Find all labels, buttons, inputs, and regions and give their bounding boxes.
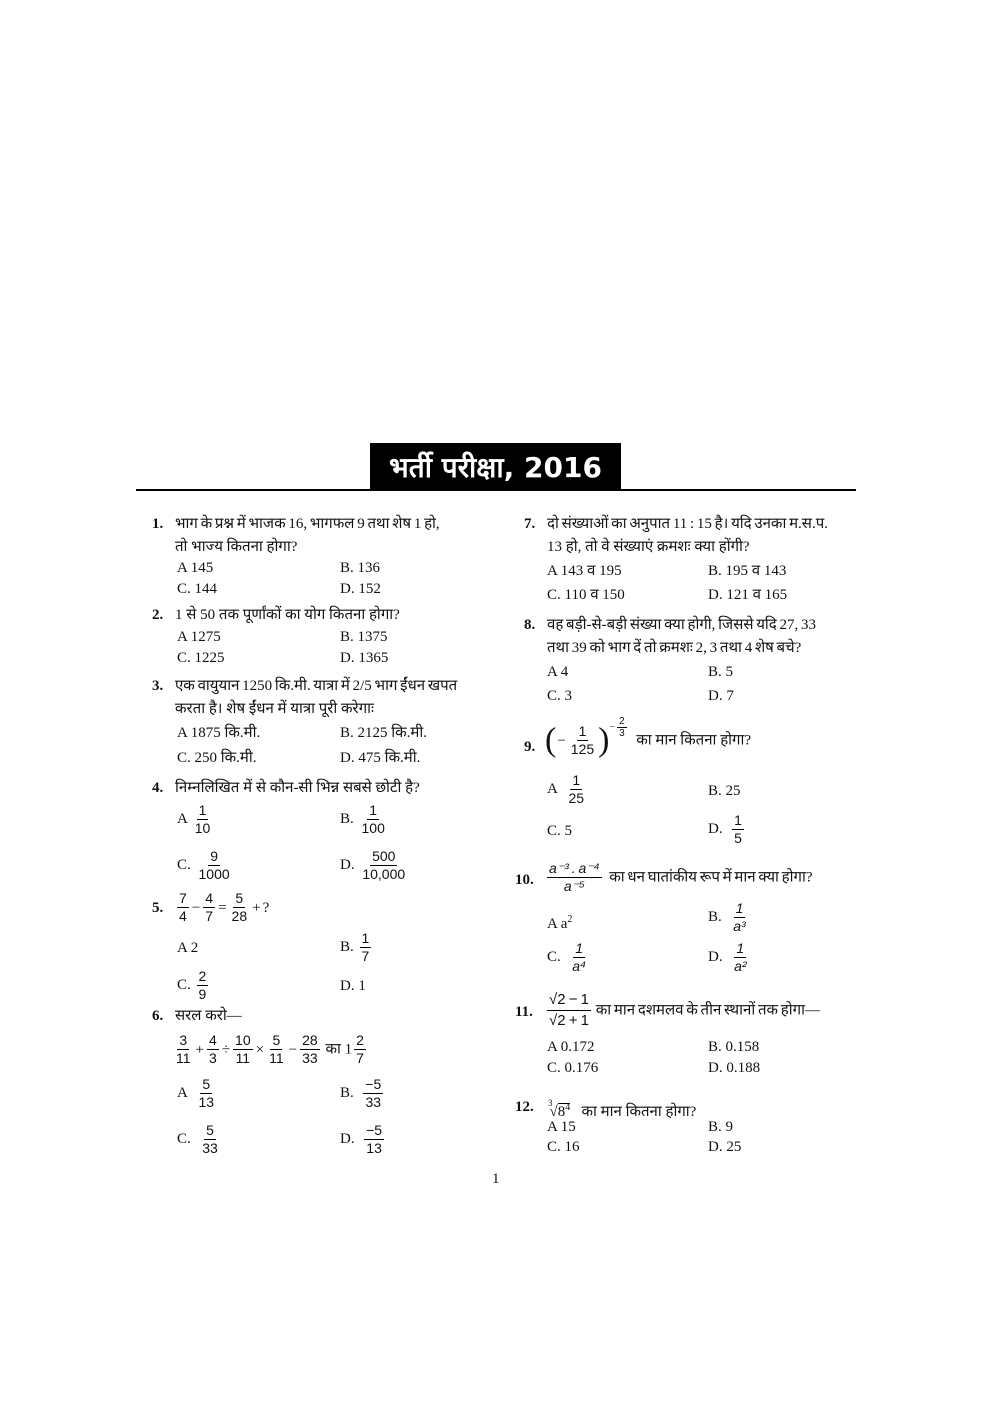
option-d: D. 1365 <box>340 650 389 666</box>
denominator: 28 <box>231 908 248 924</box>
denominator: 7 <box>205 908 214 924</box>
fraction <box>547 860 602 895</box>
option-b: B. 0.158 <box>708 1039 760 1055</box>
operator: + <box>252 899 261 916</box>
fraction <box>360 930 372 965</box>
question-text: निम्नलिखित में से कौन-सी भिन्न सबसे छोटी है? <box>175 780 420 796</box>
fraction <box>354 1032 366 1067</box>
option-d <box>708 940 751 975</box>
denominator: 125 <box>570 741 595 758</box>
option-label: D. <box>340 1130 355 1147</box>
denominator: 33 <box>202 1140 218 1156</box>
question-text: का मान कितना होगा? <box>581 1104 697 1120</box>
base: 8 <box>557 1104 566 1120</box>
numerator: 2 <box>356 1032 364 1048</box>
question-number: 9. <box>524 739 536 755</box>
numerator: 1 <box>572 772 581 788</box>
page-number: 1 <box>492 1171 500 1187</box>
open-paren: ( <box>545 721 557 759</box>
numerator: 1 <box>736 940 745 956</box>
option-label: A <box>177 810 188 827</box>
operator: = <box>218 899 227 916</box>
numerator: 1 <box>735 900 744 916</box>
fraction <box>617 716 627 739</box>
option-label: C. <box>177 856 191 873</box>
fraction <box>200 1122 220 1157</box>
option-a <box>547 910 572 934</box>
root-index: 3 <box>548 1098 553 1108</box>
numerator: 4 <box>205 890 214 906</box>
fraction <box>363 1076 383 1111</box>
operator: ÷ <box>221 1041 231 1058</box>
fraction <box>360 802 387 837</box>
fraction <box>197 1076 217 1111</box>
option-label: C. <box>177 976 191 993</box>
option-label: D. <box>340 856 355 873</box>
option-b: B. 9 <box>708 1119 734 1135</box>
numerator: 28 <box>302 1032 318 1048</box>
option-c <box>177 848 234 883</box>
numerator: 5 <box>235 890 244 906</box>
fraction <box>203 890 215 925</box>
equation <box>175 890 270 925</box>
fraction <box>174 1032 193 1067</box>
option-a: A 145 <box>177 560 214 576</box>
option-c: C. 3 <box>547 688 573 704</box>
option-a: A 2 <box>177 940 199 956</box>
option-c: C. 1225 <box>177 650 225 666</box>
option-label: A a <box>547 916 568 932</box>
denominator: 10 <box>194 820 211 836</box>
option-a <box>547 772 588 807</box>
denominator: a³ <box>733 918 746 934</box>
denominator: 1000 <box>198 866 230 882</box>
option-label: A <box>177 1084 188 1101</box>
option-d <box>340 848 409 883</box>
operator: − <box>557 732 566 749</box>
option-label: B. <box>708 908 722 925</box>
option-label: A <box>547 780 558 797</box>
question-text: वह बड़ी-से-बड़ी संख्या क्या होगी, जिससे यदि 27, 33 <box>547 617 817 633</box>
exponent: 2 <box>567 914 573 925</box>
question-text: तो भाज्य कितना होगा? <box>175 539 298 555</box>
denominator: 11 <box>176 1050 191 1066</box>
question-text: का धन घातांकीय रूप में मान क्या होगा? <box>609 869 813 886</box>
numerator: 9 <box>210 848 218 864</box>
expression <box>545 716 752 759</box>
question-text: तथा 39 को भाग दें तो क्रमशः 2, 3 तथा 4 शेष बचे? <box>547 640 802 656</box>
fraction <box>360 848 407 883</box>
option-c <box>177 1122 222 1157</box>
fraction <box>570 940 588 975</box>
option-label: D. <box>708 948 723 965</box>
numerator: 4 <box>209 1032 217 1048</box>
cube-root-icon: √ <box>549 1104 558 1120</box>
expression <box>172 1032 368 1067</box>
question-text: 1 से 50 तक पूर्णांकों का योग कितना होगा? <box>175 607 400 623</box>
question-text: का मान दशमलव के तीन स्थानों तक होगा— <box>595 1002 820 1019</box>
numerator: 1 <box>734 812 742 828</box>
question-text: का मान कितना होगा? <box>636 732 752 749</box>
question-number: 5. <box>152 900 164 916</box>
numerator: 5 <box>202 1076 211 1092</box>
fraction <box>197 968 209 1003</box>
question-number: 2. <box>152 607 164 623</box>
question-number: 6. <box>152 1008 164 1024</box>
denominator: 13 <box>198 1094 215 1110</box>
fraction <box>197 848 232 883</box>
question-number: 7. <box>524 516 536 532</box>
option-b <box>340 930 373 965</box>
expression <box>545 990 820 1031</box>
question-number: 8. <box>524 617 536 633</box>
denominator: a² <box>734 958 747 974</box>
option-b <box>708 900 750 935</box>
question-number: 4. <box>152 780 164 796</box>
option-c: C. 144 <box>177 581 218 597</box>
exponent: − 2 3 <box>609 716 625 740</box>
option-b: B. 2125 कि.मी. <box>340 725 428 741</box>
option-b: B. 1375 <box>340 629 388 645</box>
fraction <box>193 802 213 837</box>
option-label: D. <box>708 820 723 837</box>
numerator: −5 <box>365 1076 382 1092</box>
question-text: 13 हो, तो वे संख्याएं क्रमशः क्या होंगी? <box>547 539 750 555</box>
numerator: 2 <box>198 968 207 984</box>
option-c: C. 5 <box>547 823 573 839</box>
option-c: C. 16 <box>547 1139 580 1155</box>
numerator: 1 <box>578 723 587 740</box>
title-rule <box>136 489 856 491</box>
numerator: 1 <box>361 930 370 946</box>
option-c: C. 0.176 <box>547 1060 599 1076</box>
numerator: 2 <box>619 716 625 728</box>
denominator: 3 <box>619 728 625 740</box>
numerator: 10 <box>235 1032 251 1048</box>
option-label: B. <box>340 810 354 827</box>
question-number: 1. <box>152 516 164 532</box>
option-c <box>177 968 210 1003</box>
numerator: 500 <box>372 848 396 864</box>
close-paren: ) <box>598 721 610 759</box>
option-d: D. 0.188 <box>708 1060 761 1076</box>
fraction <box>567 772 587 807</box>
denominator: 11 <box>235 1050 251 1066</box>
denominator: 11 <box>269 1050 284 1066</box>
question-number: 12. <box>515 1099 534 1115</box>
denominator: a⁴ <box>572 958 587 974</box>
operator: − <box>191 899 201 916</box>
fraction <box>300 1032 320 1067</box>
option-d: D. 152 <box>340 581 381 597</box>
denominator: 9 <box>198 986 207 1002</box>
option-a: A 1875 कि.मी. <box>177 725 261 741</box>
question-text: करता है। शेष ईंधन में यात्रा पूरी करेगाः <box>175 701 375 717</box>
option-b: B. 136 <box>340 560 381 576</box>
denominator: 5 <box>734 830 742 846</box>
unknown: ? <box>262 899 270 916</box>
option-label: B. <box>340 1084 354 1101</box>
fraction <box>233 1032 253 1067</box>
numerator: 1 <box>575 940 584 956</box>
numerator: 5 <box>272 1032 281 1048</box>
whole-number: 1 <box>344 1041 353 1058</box>
operator: − <box>288 1041 298 1058</box>
question-number: 11. <box>515 1004 533 1020</box>
denominator: 3 <box>209 1050 217 1066</box>
option-d: D. 1 <box>340 978 366 994</box>
denominator: 33 <box>365 1094 382 1110</box>
option-label: C. <box>177 1130 191 1147</box>
numerator: a⁻³ . a⁻⁴ <box>549 860 600 876</box>
option-a: A 0.172 <box>547 1039 595 1055</box>
fraction <box>547 990 591 1031</box>
question-text: सरल करो— <box>175 1008 242 1024</box>
option-b: B. 195 व 143 <box>708 563 787 579</box>
option-d <box>708 812 746 847</box>
denominator: 7 <box>361 948 370 964</box>
option-a: A 143 व 195 <box>547 563 622 579</box>
option-a <box>177 1076 218 1111</box>
denominator: a⁻⁵ <box>563 878 585 894</box>
fraction <box>207 1032 219 1067</box>
option-label: C. <box>547 948 561 965</box>
option-c: C. 110 व 150 <box>547 587 625 603</box>
fraction <box>364 1122 384 1157</box>
question-text: दो संख्याओं का अनुपात 11 : 15 है। यदि उनका म.स.प. <box>547 516 828 532</box>
denominator: 13 <box>366 1140 382 1156</box>
numerator: 7 <box>179 890 187 906</box>
page-title: भर्ती परीक्षा, 2016 <box>370 443 621 490</box>
option-d: D. 25 <box>708 1139 742 1155</box>
option-c: C. 250 कि.मी. <box>177 750 257 766</box>
fraction <box>732 940 748 975</box>
option-b <box>340 1076 385 1111</box>
option-d <box>340 1122 386 1157</box>
expression <box>545 860 813 895</box>
option-a: A 15 <box>547 1119 576 1135</box>
option-b: B. 25 <box>708 783 741 799</box>
fraction <box>267 1032 286 1067</box>
denominator: 33 <box>302 1050 318 1066</box>
numerator: 3 <box>179 1032 188 1048</box>
fraction <box>569 723 596 758</box>
option-label: B. <box>340 938 354 955</box>
option-d: D. 7 <box>708 688 734 704</box>
operator: + <box>195 1041 205 1058</box>
fraction <box>177 890 189 925</box>
option-b <box>340 802 389 837</box>
numerator: 1 <box>198 802 207 818</box>
option-a: A 4 <box>547 664 569 680</box>
option-b: B. 5 <box>708 664 734 680</box>
denominator: 100 <box>361 820 385 836</box>
fraction <box>732 812 744 847</box>
question-number: 3. <box>152 678 164 694</box>
denominator: 4 <box>179 908 187 924</box>
fraction <box>731 900 747 935</box>
numerator: 1 <box>369 802 378 818</box>
option-c <box>547 940 590 975</box>
question-text: भाग के प्रश्न में भाजक 16, भागफल 9 तथा शेष 1 हो, <box>175 516 440 532</box>
numerator: 5 <box>206 1122 214 1138</box>
denominator: √2 + 1 <box>549 1012 590 1029</box>
denominator: 10,000 <box>362 866 406 882</box>
question-number: 10. <box>515 872 534 888</box>
denominator: 25 <box>568 790 585 806</box>
question-text: एक वायुयान 1250 कि.मी. यात्रा में 2/5 भाग ईंधन खपत <box>175 678 458 694</box>
option-a: A 1275 <box>177 629 221 645</box>
fraction <box>230 890 250 925</box>
option-d: D. 475 कि.मी. <box>340 750 421 766</box>
numerator: √2 − 1 <box>547 990 591 1011</box>
denominator: 7 <box>356 1050 364 1066</box>
exponent: 4 <box>565 1102 571 1113</box>
operator: × <box>255 1041 265 1058</box>
text: का <box>325 1041 341 1058</box>
option-a <box>177 802 214 837</box>
numerator: −5 <box>366 1122 383 1138</box>
option-d: D. 121 व 165 <box>708 587 788 603</box>
